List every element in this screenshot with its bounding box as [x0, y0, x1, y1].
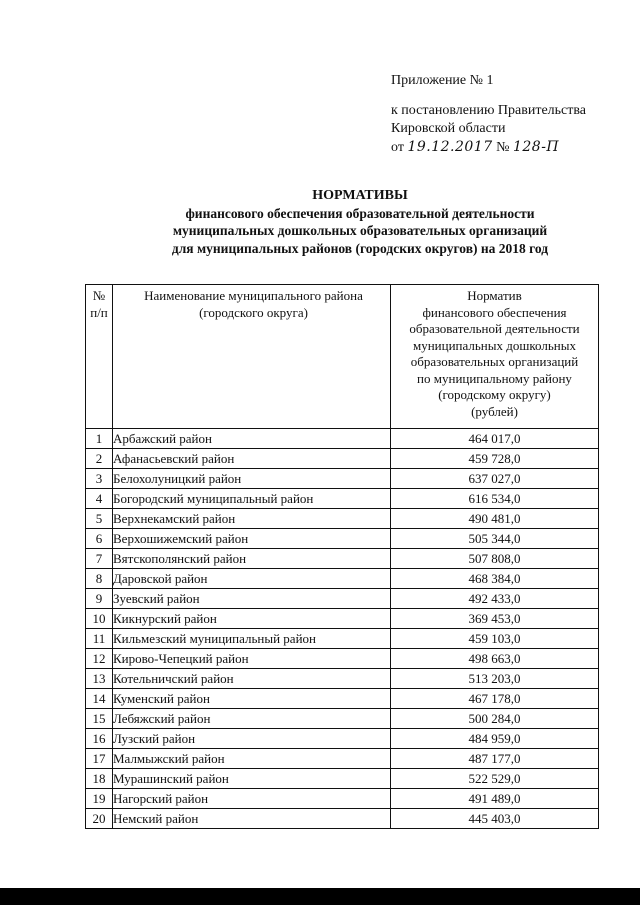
row-number: 17	[86, 749, 113, 769]
row-number: 12	[86, 649, 113, 669]
header-value-line: (рублей)	[471, 403, 518, 419]
norm-value: 459 728,0	[391, 449, 599, 469]
district-name: Богородский муниципальный район	[113, 489, 391, 509]
header-value-line: образовательной деятельности	[409, 321, 580, 336]
district-name: Верхошижемский район	[113, 529, 391, 549]
row-number: 1	[86, 429, 113, 449]
norm-value: 491 489,0	[391, 789, 599, 809]
row-number: 4	[86, 489, 113, 509]
header-value-line: финансового обеспечения	[422, 304, 567, 320]
district-name: Зуевский район	[113, 589, 391, 609]
norm-value: 616 534,0	[391, 489, 599, 509]
norm-value: 467 178,0	[391, 689, 599, 709]
title-line-2: муниципальных дошкольных образовательных организаций	[172, 223, 548, 238]
header-number	[86, 285, 113, 429]
row-number: 15	[86, 709, 113, 729]
table-row	[86, 749, 599, 769]
table-row	[86, 549, 599, 569]
title-line-1: финансового обеспечения образовательной деятельности	[185, 205, 535, 221]
header-value-line: по муниципальному району	[417, 370, 572, 386]
attachment-header	[391, 72, 586, 157]
table-row	[86, 769, 599, 789]
row-number: 19	[86, 789, 113, 809]
norm-value: 484 959,0	[391, 729, 599, 749]
norm-value: 369 453,0	[391, 609, 599, 629]
district-name: Белохолуницкий район	[113, 469, 391, 489]
attachment-date-line	[391, 138, 586, 157]
spacer	[391, 90, 586, 102]
row-number: 14	[86, 689, 113, 709]
norm-value: 498 663,0	[391, 649, 599, 669]
handwritten-date: 19.12.2017	[407, 139, 493, 155]
attachment-region-line: Кировской области	[391, 121, 506, 136]
attachment-title: Приложение № 1	[391, 73, 494, 88]
title-main: НОРМАТИВЫ	[312, 188, 408, 203]
district-name: Нагорский район	[113, 789, 391, 809]
district-name: Арбажский район	[113, 429, 391, 449]
norm-value: 637 027,0	[391, 469, 599, 489]
title-line-3: для муниципальных районов (городских округов) на 2018 год	[171, 240, 549, 256]
row-number: 6	[86, 529, 113, 549]
header-value-line: Норматив	[467, 288, 522, 303]
header-district-name	[113, 285, 391, 429]
table-row	[86, 689, 599, 709]
district-name: Котельничский район	[113, 669, 391, 689]
norm-value: 505 344,0	[391, 529, 599, 549]
district-name: Немский район	[113, 809, 391, 829]
header-value-line: муниципальных дошкольных	[413, 337, 576, 353]
row-number: 5	[86, 509, 113, 529]
norm-value: 468 384,0	[391, 569, 599, 589]
norm-value: 507 808,0	[391, 549, 599, 569]
row-number: 13	[86, 669, 113, 689]
table-row	[86, 709, 599, 729]
district-name: Кикнурский район	[113, 609, 391, 629]
table-row	[86, 669, 599, 689]
table-row	[86, 429, 599, 449]
norm-value: 500 284,0	[391, 709, 599, 729]
row-number: 10	[86, 609, 113, 629]
district-name: Мурашинский район	[113, 769, 391, 789]
district-name: Малмыжский район	[113, 749, 391, 769]
district-name: Верхнекамский район	[113, 509, 391, 529]
table-row	[86, 469, 599, 489]
norm-value: 513 203,0	[391, 669, 599, 689]
header-norm-value	[391, 285, 599, 429]
norm-value: 492 433,0	[391, 589, 599, 609]
table-row	[86, 809, 599, 829]
norms-table	[85, 284, 599, 829]
district-name: Вятскополянский район	[113, 549, 391, 569]
table-row	[86, 529, 599, 549]
table-row	[86, 609, 599, 629]
handwritten-number: 128-П	[512, 139, 560, 155]
header-value-line: образовательных организаций	[410, 354, 579, 369]
header-name-line-2: (городского округа)	[199, 304, 308, 320]
table-row	[86, 489, 599, 509]
table-row	[86, 789, 599, 809]
norm-value: 464 017,0	[391, 429, 599, 449]
table-row	[86, 569, 599, 589]
header-name-line-1: Наименование муниципального района	[144, 288, 363, 303]
table-row	[86, 629, 599, 649]
number-label: №	[496, 140, 510, 155]
norm-value: 522 529,0	[391, 769, 599, 789]
row-number: 11	[86, 629, 113, 649]
district-name: Кирово-Чепецкий район	[113, 649, 391, 669]
table-header-row	[86, 285, 599, 429]
row-number: 3	[86, 469, 113, 489]
table-row	[86, 729, 599, 749]
district-name: Кильмезский муниципальный район	[113, 629, 391, 649]
norm-value: 445 403,0	[391, 809, 599, 829]
header-value-line: (городскому округу)	[438, 387, 551, 402]
table-row	[86, 449, 599, 469]
norm-value: 490 481,0	[391, 509, 599, 529]
district-name: Лузский район	[113, 729, 391, 749]
header-number-abbr: п/п	[90, 304, 108, 320]
document-title	[80, 187, 640, 257]
attachment-resolution-line: к постановлению Правительства	[391, 103, 587, 118]
row-number: 7	[86, 549, 113, 569]
row-number: 20	[86, 809, 113, 829]
table-row	[86, 649, 599, 669]
district-name: Лебяжский район	[113, 709, 391, 729]
header-number-symbol: №	[92, 288, 106, 303]
norm-value: 459 103,0	[391, 629, 599, 649]
table-row	[86, 509, 599, 529]
date-prefix: от	[391, 140, 404, 155]
row-number: 16	[86, 729, 113, 749]
row-number: 18	[86, 769, 113, 789]
row-number: 8	[86, 569, 113, 589]
district-name: Афанасьевский район	[113, 449, 391, 469]
table-row	[86, 589, 599, 609]
district-name: Куменский район	[113, 689, 391, 709]
norm-value: 487 177,0	[391, 749, 599, 769]
row-number: 2	[86, 449, 113, 469]
row-number: 9	[86, 589, 113, 609]
scan-bottom-border	[0, 888, 640, 905]
district-name: Даровской район	[113, 569, 391, 589]
